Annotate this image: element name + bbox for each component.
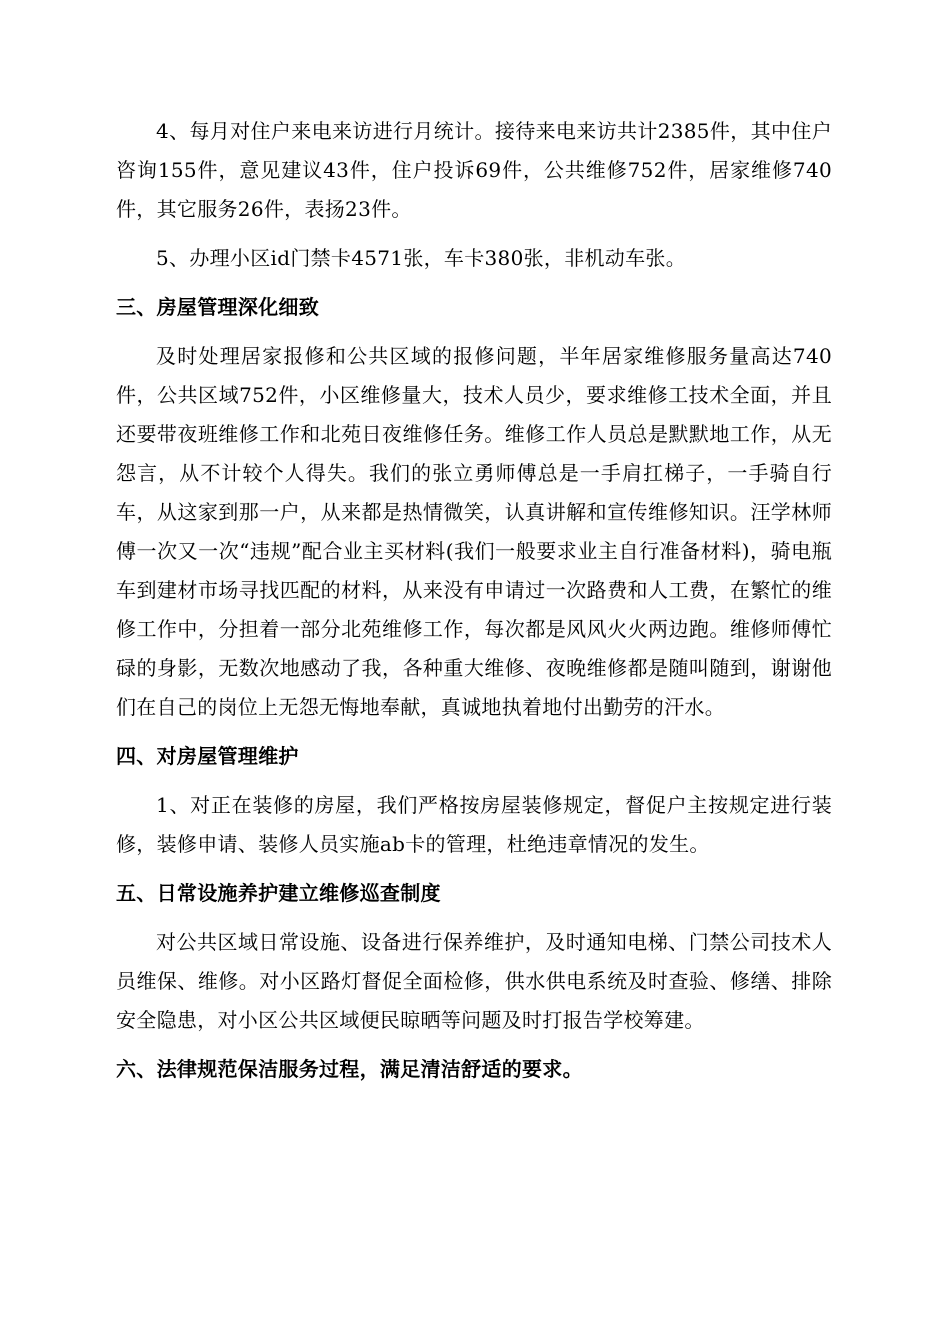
heading-section-4: 四、对房屋管理维护 xyxy=(116,744,299,768)
heading-section-3: 三、房屋管理深化细致 xyxy=(116,295,319,319)
heading-section-6: 六、法律规范保洁服务过程，满足清洁舒适的要求。 xyxy=(116,1057,583,1081)
paragraph-monthly-statistics: 4、每月对住户来电来访进行月统计。接待来电来访共计2385件，其中住户咨询155件，意见建议43件，住户投诉69件，公共维修752件，居家维修740件，其它服务26件，表扬23件。 xyxy=(116,119,832,221)
paragraph-access-cards: 5、办理小区id门禁卡4571张，车卡380张，非机动车张。 xyxy=(156,246,686,270)
heading-section-5: 五、日常设施养护建立维修巡查制度 xyxy=(116,881,441,905)
document-body xyxy=(116,112,832,1089)
paragraph-facility-maintenance: 对公共区域日常设施、设备进行保养维护，及时通知电梯、门禁公司技术人员维保、维修。对小区路灯督促全面检修，供水供电系统及时查验、修缮、排除安全隐患，对小区公共区域便民晾晒等问题及时打报告学校筹建。 xyxy=(116,930,832,1032)
paragraph-renovation: 1、对正在装修的房屋，我们严格按房屋装修规定，督促户主按规定进行装修，装修申请、装修人员实施ab卡的管理，杜绝违章情况的发生。 xyxy=(116,793,832,856)
paragraph-repair-work: 及时处理居家报修和公共区域的报修问题，半年居家维修服务量高达740件，公共区域752件，小区维修量大，技术人员少，要求维修工技术全面，并且还要带夜班维修工作和北苑日夜维修任务。维修工作人员总是默默地工作，从无怨言，从不计较个人得失。我们的张立勇师傅总是一手肩扛梯子，一手骑自行车，从这家到那一户，从来都是热情微笑，认真讲解和宣传维修知识。汪学林师傅一次又一次“违规”配合业主买材料(我们一般要求业主自行准备材料)，骑电瓶车到建材市场寻找匹配的材料，从来没有申请过一次路费和人工费，在繁忙的维修工作中，分担着一部分北苑维修工作，每次都是风风火火两边跑。维修师傅忙碌的身影，无数次地感动了我，各种重大维修、夜晚维修都是随叫随到，谢谢他们在自己的岗位上无怨无悔地奉献，真诚地执着地付出勤劳的汗水。 xyxy=(116,344,832,719)
